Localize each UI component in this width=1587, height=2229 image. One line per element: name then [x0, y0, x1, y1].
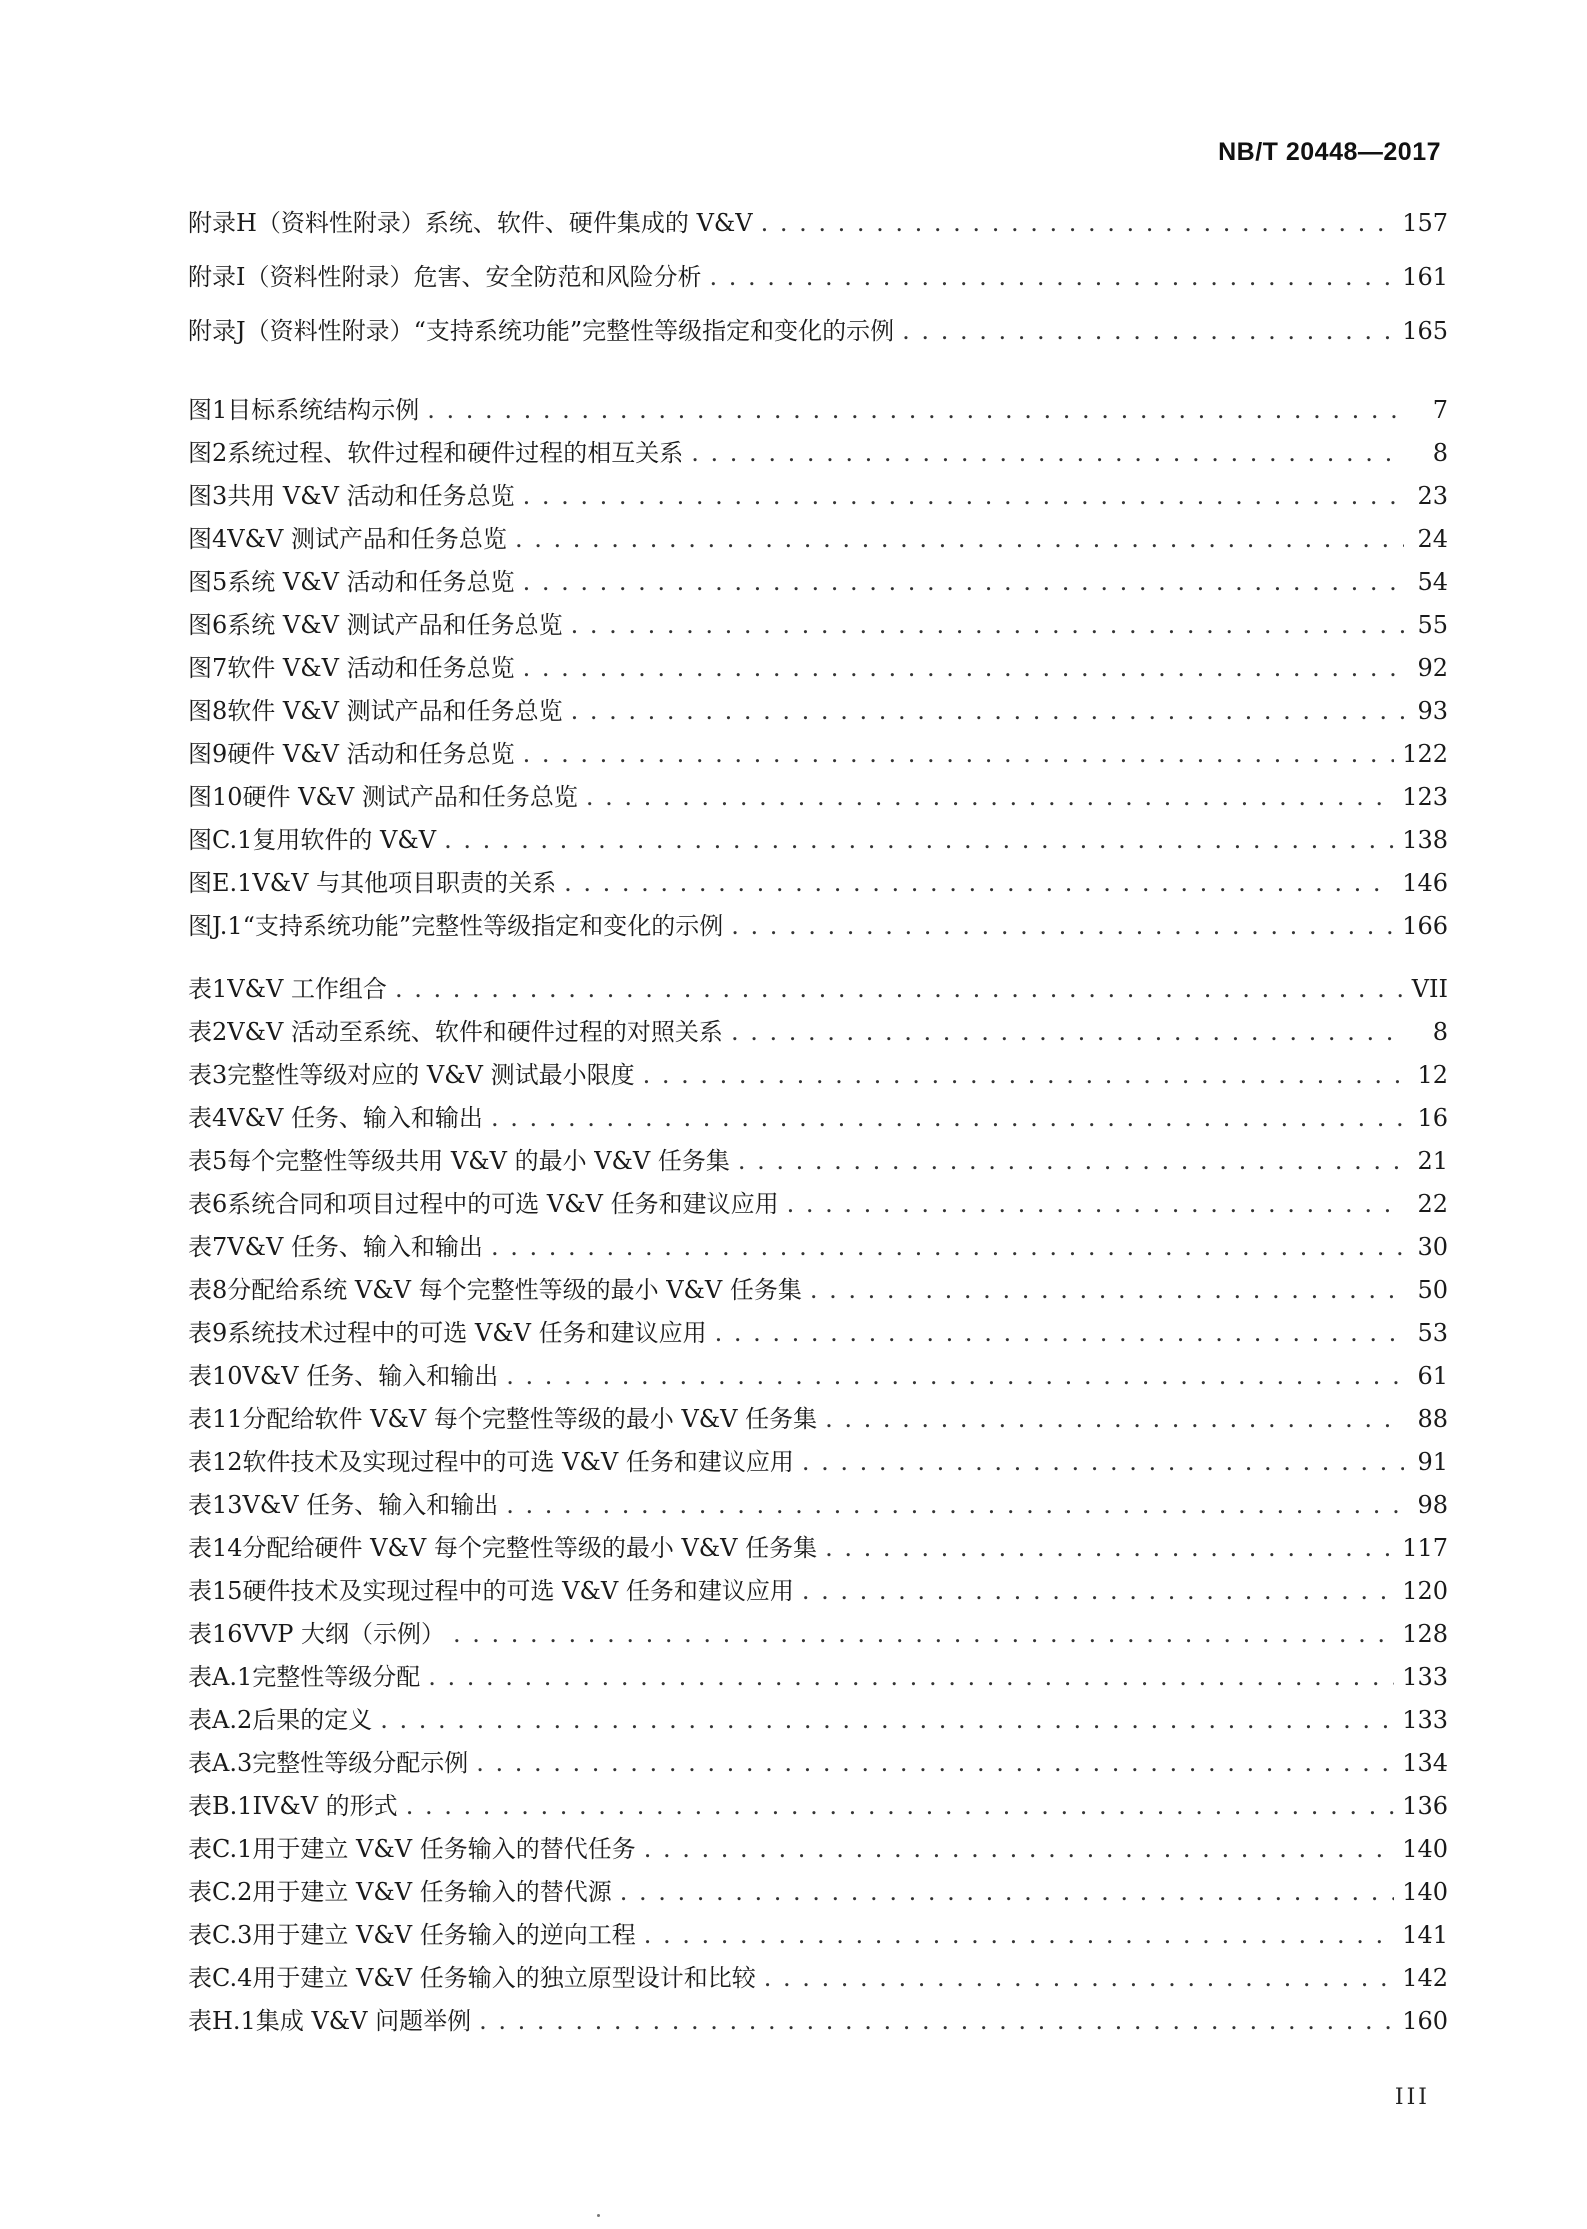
toc-title: 软件技术及实现过程中的可选 V&V 任务和建议应用 [242, 1448, 794, 1476]
toc-page-number: 157 [1402, 209, 1448, 237]
toc-title: V&V 任务、输入和输出 [242, 1362, 499, 1390]
toc-page-number: 23 [1417, 482, 1448, 510]
toc-page-number: 166 [1402, 912, 1448, 940]
toc-row-table[interactable] [188, 1743, 1448, 1786]
toc-page-number: 128 [1402, 1620, 1448, 1648]
toc-title: 用于建立 V&V 任务输入的替代源 [252, 1878, 612, 1906]
dot-leader [787, 1190, 1404, 1218]
toc-page-number: 24 [1417, 525, 1448, 553]
dot-leader [515, 525, 1404, 553]
toc-row-table[interactable] [188, 1012, 1448, 1055]
toc-row-table[interactable] [188, 969, 1448, 1012]
toc-row-table[interactable] [188, 1184, 1448, 1227]
toc-title: VVP 大纲（示例） [242, 1620, 445, 1648]
toc-row-table[interactable] [188, 1141, 1448, 1184]
dot-leader [802, 1448, 1404, 1476]
toc-row-figure[interactable] [188, 734, 1448, 777]
toc-page-number: 133 [1402, 1663, 1448, 1691]
dot-leader [571, 697, 1404, 725]
toc-row-table[interactable] [188, 1700, 1448, 1743]
dot-leader [523, 482, 1404, 510]
toc-row-table[interactable] [188, 1485, 1448, 1528]
toc-label: 图7 [188, 654, 228, 682]
toc-label: 图10 [188, 783, 243, 811]
toc-page-number: 141 [1402, 1921, 1448, 1949]
dot-leader [620, 1878, 1394, 1906]
toc-page-number: 30 [1417, 1233, 1448, 1261]
toc-row-figure[interactable] [188, 691, 1448, 734]
toc-page-number: 165 [1402, 317, 1448, 345]
toc-label: 图4 [188, 525, 228, 553]
toc-row-table[interactable] [188, 1829, 1448, 1872]
toc-row-figure[interactable] [188, 390, 1448, 433]
toc-label: 表8 [188, 1276, 228, 1304]
dot-leader [802, 1577, 1394, 1605]
toc-row-figure[interactable] [188, 648, 1448, 691]
toc-row-table[interactable] [188, 1055, 1448, 1098]
toc-row-figure[interactable] [188, 433, 1448, 476]
toc-label: 附录J（资料性附录） [188, 317, 414, 345]
toc-title: V&V 任务、输入和输出 [227, 1233, 483, 1261]
toc-title: 每个完整性等级共用 V&V 的最小 V&V 任务集 [227, 1147, 730, 1175]
toc-page-number: 8 [1432, 1018, 1448, 1046]
dot-leader [523, 654, 1404, 682]
toc-row-figure[interactable] [188, 906, 1448, 949]
dot-leader [491, 1104, 1404, 1132]
toc-title: 集成 V&V 问题举例 [255, 2007, 472, 2035]
toc-title: V&V 活动至系统、软件和硬件过程的对照关系 [227, 1018, 723, 1046]
toc-row-appendix-i[interactable] [188, 257, 1448, 311]
toc-title: V&V 任务、输入和输出 [242, 1491, 499, 1519]
toc-row-table[interactable] [188, 1399, 1448, 1442]
toc-title: 完整性等级分配 [252, 1663, 421, 1691]
dot-leader [564, 869, 1394, 897]
toc-label: 表11 [188, 1405, 243, 1433]
dot-leader [731, 912, 1394, 940]
toc-page-number: VII [1411, 975, 1448, 1003]
toc-page-number: 140 [1402, 1878, 1448, 1906]
toc-row-table[interactable] [188, 1442, 1448, 1485]
toc-page-number: 160 [1402, 2007, 1448, 2035]
toc-row-figure[interactable] [188, 519, 1448, 562]
dot-leader [761, 209, 1395, 237]
toc-row-figure[interactable] [188, 863, 1448, 906]
toc-page-number: 61 [1417, 1362, 1448, 1390]
toc-title: “支持系统功能”完整性等级指定和变化的示例 [242, 912, 724, 940]
toc-label: 表C.3 [188, 1921, 253, 1949]
toc-title: 分配给硬件 V&V 每个完整性等级的最小 V&V 任务集 [242, 1534, 818, 1562]
toc-title: 分配给软件 V&V 每个完整性等级的最小 V&V 任务集 [242, 1405, 818, 1433]
toc-title: “支持系统功能”完整性等级指定和变化的示例 [413, 317, 895, 345]
toc-title: 系统技术过程中的可选 V&V 任务和建议应用 [227, 1319, 707, 1347]
toc-page-number: 138 [1402, 826, 1448, 854]
toc-page-number: 123 [1402, 783, 1448, 811]
toc-row-figure[interactable] [188, 820, 1448, 863]
dot-leader [523, 568, 1404, 596]
dot-leader [643, 1061, 1404, 1089]
toc-label: 表5 [188, 1147, 228, 1175]
toc-title: 系统 V&V 测试产品和任务总览 [227, 611, 563, 639]
toc-title: 系统过程、软件过程和硬件过程的相互关系 [227, 439, 684, 467]
dot-leader [427, 396, 1404, 424]
toc-page-number: 133 [1402, 1706, 1448, 1734]
toc-title: 系统 V&V 活动和任务总览 [227, 568, 515, 596]
toc-label: 表7 [188, 1233, 228, 1261]
toc-page-number: 140 [1402, 1835, 1448, 1863]
dot-leader [644, 1921, 1394, 1949]
toc-row-table[interactable] [188, 1270, 1448, 1313]
toc-page-number: 54 [1417, 568, 1448, 596]
toc-page-number: 146 [1402, 869, 1448, 897]
toc-row-figure[interactable] [188, 476, 1448, 519]
toc-title: V&V 与其他项目职责的关系 [252, 869, 557, 897]
dot-leader [731, 1018, 1404, 1046]
toc-row-table[interactable] [188, 1356, 1448, 1399]
dot-leader [709, 263, 1394, 291]
dot-leader [395, 975, 1404, 1003]
appendix-list [188, 203, 1448, 365]
toc-label: 表A.1 [188, 1663, 253, 1691]
toc-label: 图9 [188, 740, 228, 768]
toc-title: 用于建立 V&V 任务输入的逆向工程 [252, 1921, 636, 1949]
toc-page-number: 92 [1417, 654, 1448, 682]
toc-row-table[interactable] [188, 1786, 1448, 1829]
dot-leader [825, 1405, 1404, 1433]
toc-label: 图E.1 [188, 869, 253, 897]
table-list [188, 969, 1448, 2044]
page-number: III [1394, 2085, 1430, 2110]
toc-page-number: 88 [1417, 1405, 1448, 1433]
toc-title: 软件 V&V 活动和任务总览 [227, 654, 515, 682]
toc-title: 目标系统结构示例 [227, 396, 420, 424]
toc-title: 复用软件的 V&V [252, 826, 437, 854]
toc-label: 表H.1 [188, 2007, 256, 2035]
toc-label: 表4 [188, 1104, 228, 1132]
toc-label: 表14 [188, 1534, 243, 1562]
toc-row-table[interactable] [188, 1227, 1448, 1270]
dot-leader [691, 439, 1404, 467]
dot-leader [523, 740, 1395, 768]
dot-leader [506, 1362, 1404, 1390]
toc-page-number: 142 [1402, 1964, 1448, 1992]
toc-label: 表13 [188, 1491, 243, 1519]
toc-page-number: 117 [1402, 1534, 1448, 1562]
toc-row-appendix-h[interactable] [188, 203, 1448, 257]
toc-page-number: 93 [1417, 697, 1448, 725]
toc-title: 硬件 V&V 活动和任务总览 [227, 740, 515, 768]
dot-leader [825, 1534, 1394, 1562]
toc-title: 危害、安全防范和风险分析 [413, 263, 702, 291]
toc-label: 图1 [188, 396, 228, 424]
toc-label: 图C.1 [188, 826, 253, 854]
toc-row-table[interactable] [188, 1313, 1448, 1356]
toc-title: IV&V 的形式 [252, 1792, 398, 1820]
toc-title: V&V 任务、输入和输出 [227, 1104, 483, 1132]
toc-page-number: 161 [1402, 263, 1448, 291]
dot-leader [586, 783, 1394, 811]
dot-leader [810, 1276, 1404, 1304]
toc-label: 图8 [188, 697, 228, 725]
toc-row-table[interactable] [188, 1571, 1448, 1614]
toc-title: 分配给系统 V&V 每个完整性等级的最小 V&V 任务集 [227, 1276, 802, 1304]
toc-label: 表16 [188, 1620, 243, 1648]
toc-label: 表12 [188, 1448, 243, 1476]
dot-leader [715, 1319, 1404, 1347]
toc-row-appendix-j[interactable] [188, 311, 1448, 365]
toc-label: 表C.1 [188, 1835, 253, 1863]
toc-label: 表B.1 [188, 1792, 253, 1820]
toc-label: 表C.4 [188, 1964, 253, 1992]
dot-leader [571, 611, 1404, 639]
toc-title: 用于建立 V&V 任务输入的独立原型设计和比较 [252, 1964, 756, 1992]
toc-page-number: 7 [1432, 396, 1448, 424]
toc-page-number: 53 [1417, 1319, 1448, 1347]
toc-label: 图5 [188, 568, 228, 596]
toc-row-table[interactable] [188, 1614, 1448, 1657]
toc-row-table[interactable] [188, 1872, 1448, 1915]
toc-title: 硬件 V&V 测试产品和任务总览 [242, 783, 578, 811]
toc-label: 表10 [188, 1362, 243, 1390]
toc-page-number: 98 [1417, 1491, 1448, 1519]
toc-row-table[interactable] [188, 1528, 1448, 1571]
dot-leader [453, 1620, 1394, 1648]
dot-leader [506, 1491, 1404, 1519]
dot-leader [738, 1147, 1404, 1175]
toc-page-number: 91 [1417, 1448, 1448, 1476]
toc-page-number: 21 [1417, 1147, 1448, 1175]
toc-row-table[interactable] [188, 2001, 1448, 2044]
toc-row-table[interactable] [188, 1958, 1448, 2001]
toc-page-number: 8 [1432, 439, 1448, 467]
toc-title: 硬件技术及实现过程中的可选 V&V 任务和建议应用 [242, 1577, 794, 1605]
toc-title: 完整性等级对应的 V&V 测试最小限度 [227, 1061, 635, 1089]
dot-leader [380, 1706, 1394, 1734]
toc-label: 附录I（资料性附录） [188, 263, 414, 291]
toc-row-figure[interactable] [188, 777, 1448, 820]
dot-leader [902, 317, 1394, 345]
toc-page-number: 55 [1417, 611, 1448, 639]
toc-title: 系统合同和项目过程中的可选 V&V 任务和建议应用 [227, 1190, 779, 1218]
toc-label: 附录H（资料性附录） [188, 209, 425, 237]
toc-title: 软件 V&V 测试产品和任务总览 [227, 697, 563, 725]
toc-row-figure[interactable] [188, 562, 1448, 605]
toc-row-table[interactable] [188, 1915, 1448, 1958]
toc-page-number: 12 [1417, 1061, 1448, 1089]
dot-leader [406, 1792, 1395, 1820]
toc-row-figure[interactable] [188, 605, 1448, 648]
dot-leader [764, 1964, 1394, 1992]
toc-label: 表6 [188, 1190, 228, 1218]
toc-label: 表A.3 [188, 1749, 253, 1777]
toc-page-number: 122 [1402, 740, 1448, 768]
toc-title: 用于建立 V&V 任务输入的替代任务 [252, 1835, 636, 1863]
figure-list [188, 390, 1448, 949]
dot-leader [428, 1663, 1394, 1691]
toc-row-table[interactable] [188, 1098, 1448, 1141]
toc-page-number: 136 [1402, 1792, 1448, 1820]
toc-title: 后果的定义 [252, 1706, 373, 1734]
toc-label: 表15 [188, 1577, 243, 1605]
toc-page-number: 134 [1402, 1749, 1448, 1777]
toc-label: 表2 [188, 1018, 228, 1046]
toc-label: 表9 [188, 1319, 228, 1347]
toc-page-number: 16 [1417, 1104, 1448, 1132]
toc-title: 系统、软件、硬件集成的 V&V [424, 209, 753, 237]
standard-code: NB/T 20448—2017 [1218, 138, 1441, 166]
dot-leader [479, 2007, 1394, 2035]
toc-label: 表A.2 [188, 1706, 253, 1734]
dot-leader [644, 1835, 1394, 1863]
dot-leader [491, 1233, 1404, 1261]
toc-label: 表1 [188, 975, 228, 1003]
toc-label: 表C.2 [188, 1878, 253, 1906]
toc-title: 完整性等级分配示例 [252, 1749, 469, 1777]
toc-label: 图2 [188, 439, 228, 467]
toc-label: 图3 [188, 482, 228, 510]
toc-page-number: 50 [1417, 1276, 1448, 1304]
toc-title: V&V 工作组合 [227, 975, 387, 1003]
toc-label: 图6 [188, 611, 228, 639]
toc-label: 图J.1 [188, 912, 243, 940]
toc-page-number: 22 [1417, 1190, 1448, 1218]
scan-speck [597, 2214, 600, 2217]
dot-leader [444, 826, 1394, 854]
toc-title: 共用 V&V 活动和任务总览 [227, 482, 515, 510]
toc-row-table[interactable] [188, 1657, 1448, 1700]
toc-page-number: 120 [1402, 1577, 1448, 1605]
toc-label: 表3 [188, 1061, 228, 1089]
dot-leader [476, 1749, 1394, 1777]
toc-title: V&V 测试产品和任务总览 [227, 525, 507, 553]
